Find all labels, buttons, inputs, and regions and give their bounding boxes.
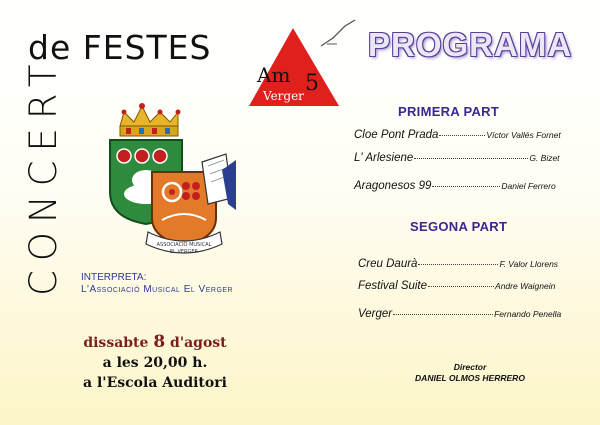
concert-day: dissabte 8 d'agost xyxy=(83,332,227,352)
program-item xyxy=(354,129,561,141)
book-icon xyxy=(202,154,236,210)
concert-word: CONCERT xyxy=(22,55,65,296)
piece-composer: Daniel Ferrero xyxy=(501,181,556,191)
crown-icon xyxy=(120,103,181,136)
interpreta-block xyxy=(81,272,233,296)
logo-num-text: 5 xyxy=(305,71,319,96)
piece-title: Verger xyxy=(358,308,393,320)
piece-title: Aragonesos 99 xyxy=(354,180,432,192)
piece-composer: Andre Waignein xyxy=(495,281,556,291)
piece-title: Cloe Pont Prada xyxy=(354,129,439,141)
piece-composer: F. Valor Llorens xyxy=(499,259,559,269)
director-label: Director xyxy=(453,362,487,372)
piece-composer: Fernando Penella xyxy=(494,309,562,319)
logo-verger-text: Verger xyxy=(263,89,304,103)
piece-title: L' Arlesiene xyxy=(354,152,414,164)
piece-title: Festival Suite xyxy=(358,280,428,292)
segona-part-heading: SEGONA PART xyxy=(410,219,508,234)
piece-composer: G. Bizet xyxy=(529,153,560,163)
program-item xyxy=(354,180,556,192)
director-block xyxy=(400,362,540,384)
piece-composer: Víctor Vallés Fornet xyxy=(486,130,561,140)
interpreta-label: INTERPRETA: xyxy=(81,272,147,283)
program-item xyxy=(358,258,558,270)
concert-time: a les 20,00 h. xyxy=(102,355,208,371)
logo-am-text: Am xyxy=(257,63,291,87)
program-item xyxy=(358,308,561,320)
concert-place: a l'Escola Auditori xyxy=(83,375,227,391)
town-and-band-crest xyxy=(104,100,244,265)
interpreta-org: L'Associació Musical El Verger xyxy=(81,284,234,295)
am5-verger-logo xyxy=(247,18,359,116)
concert-date-block xyxy=(60,332,250,393)
de-festes-title: de FESTES xyxy=(28,28,212,67)
primera-part-heading: PRIMERA PART xyxy=(398,104,500,119)
programa-title: PROGRAMA xyxy=(368,26,573,63)
director-name: DANIEL OLMOS HERRERO xyxy=(415,373,525,383)
program-item xyxy=(354,152,560,164)
program-item xyxy=(358,280,555,292)
logo-baton-icon xyxy=(321,20,355,46)
piece-title: Creu Daurà xyxy=(358,258,418,270)
ribbon-text-1: ASSOCIACIÓ MUSICAL xyxy=(156,242,212,248)
ribbon-text-2: EL VERGER xyxy=(169,249,199,255)
